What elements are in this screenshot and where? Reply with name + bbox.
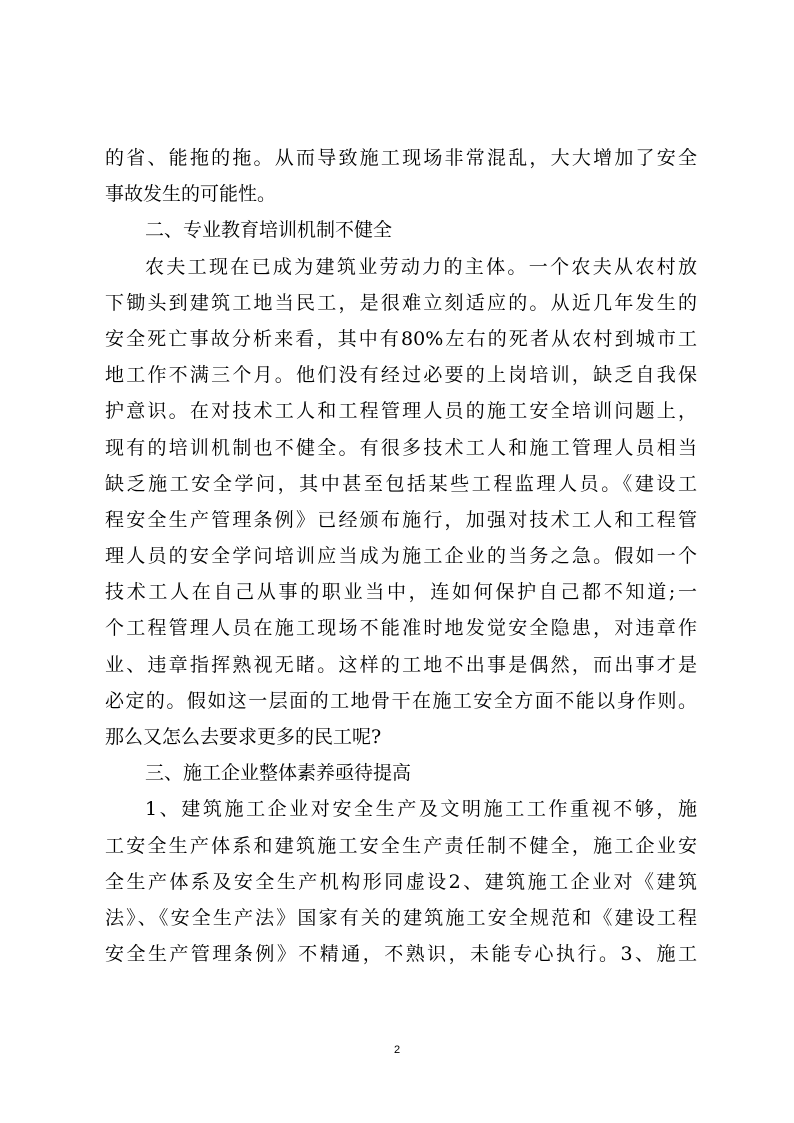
text-line: 下锄头到建筑工地当民工，是很难立刻适应的。从近几年发生的	[105, 291, 697, 314]
text-line: 业、违章指挥熟视无睹。这样的工地不出事是偶然，而出事才是	[105, 653, 697, 676]
text-line: 法》、《安全生产法》国家有关的建筑施工安全规范和《建设工程	[105, 906, 697, 929]
text-line: 安全生产管理条例》不精通，不熟识，未能专心执行。3、施工	[105, 943, 697, 966]
text-line: 地工作不满三个月。他们没有经过必要的上岗培训，缺乏自我保	[105, 364, 697, 387]
text-line: 全生产体系及安全生产机构形同虚设2、建筑施工企业对《建筑	[105, 870, 697, 893]
text-line: 事故发生的可能性。	[105, 183, 277, 206]
text-line: 农夫工现在已成为建筑业劳动力的主体。一个农夫从农村放	[145, 255, 697, 278]
text-line: 1、建筑施工企业对安全生产及文明施工工作重视不够，施	[145, 798, 697, 821]
text-line: 工安全生产体系和建筑施工安全生产责任制不健全，施工企业安	[105, 834, 697, 857]
document-body	[105, 140, 697, 972]
section-heading: 三、施工企业整体素养亟待提高	[145, 762, 412, 785]
text-line: 个工程管理人员在施工现场不能准时地发觉安全隐患，对违章作	[105, 617, 697, 640]
text-line: 理人员的安全学问培训应当成为施工企业的当务之急。假如一个	[105, 545, 697, 568]
text-line: 护意识。在对技术工人和工程管理人员的施工安全培训问题上，	[105, 400, 697, 423]
section-heading: 二、专业教育培训机制不健全	[145, 219, 393, 242]
text-line: 的省、能拖的拖。从而导致施工现场非常混乱，大大增加了安全	[105, 147, 697, 169]
page-number: 2	[393, 1044, 401, 1056]
text-line: 技术工人在自己从事的职业当中，连如何保护自己都不知道;一	[105, 581, 697, 604]
text-line: 现有的培训机制也不健全。有很多技术工人和施工管理人员相当	[105, 436, 697, 459]
text-line: 缺乏施工安全学问，其中甚至包括某些工程监理人员。《建设工	[105, 472, 697, 495]
text-line: 必定的。假如这一层面的工地骨干在施工安全方面不能以身作则。	[105, 689, 697, 712]
text-line: 程安全生产管理条例》已经颁布施行，加强对技术工人和工程管	[105, 508, 697, 531]
text-line: 安全死亡事故分析来看，其中有80%左右的死者从农村到城市工	[105, 327, 697, 350]
text-line: 那么又怎么去要求更多的民工呢?	[105, 726, 382, 748]
